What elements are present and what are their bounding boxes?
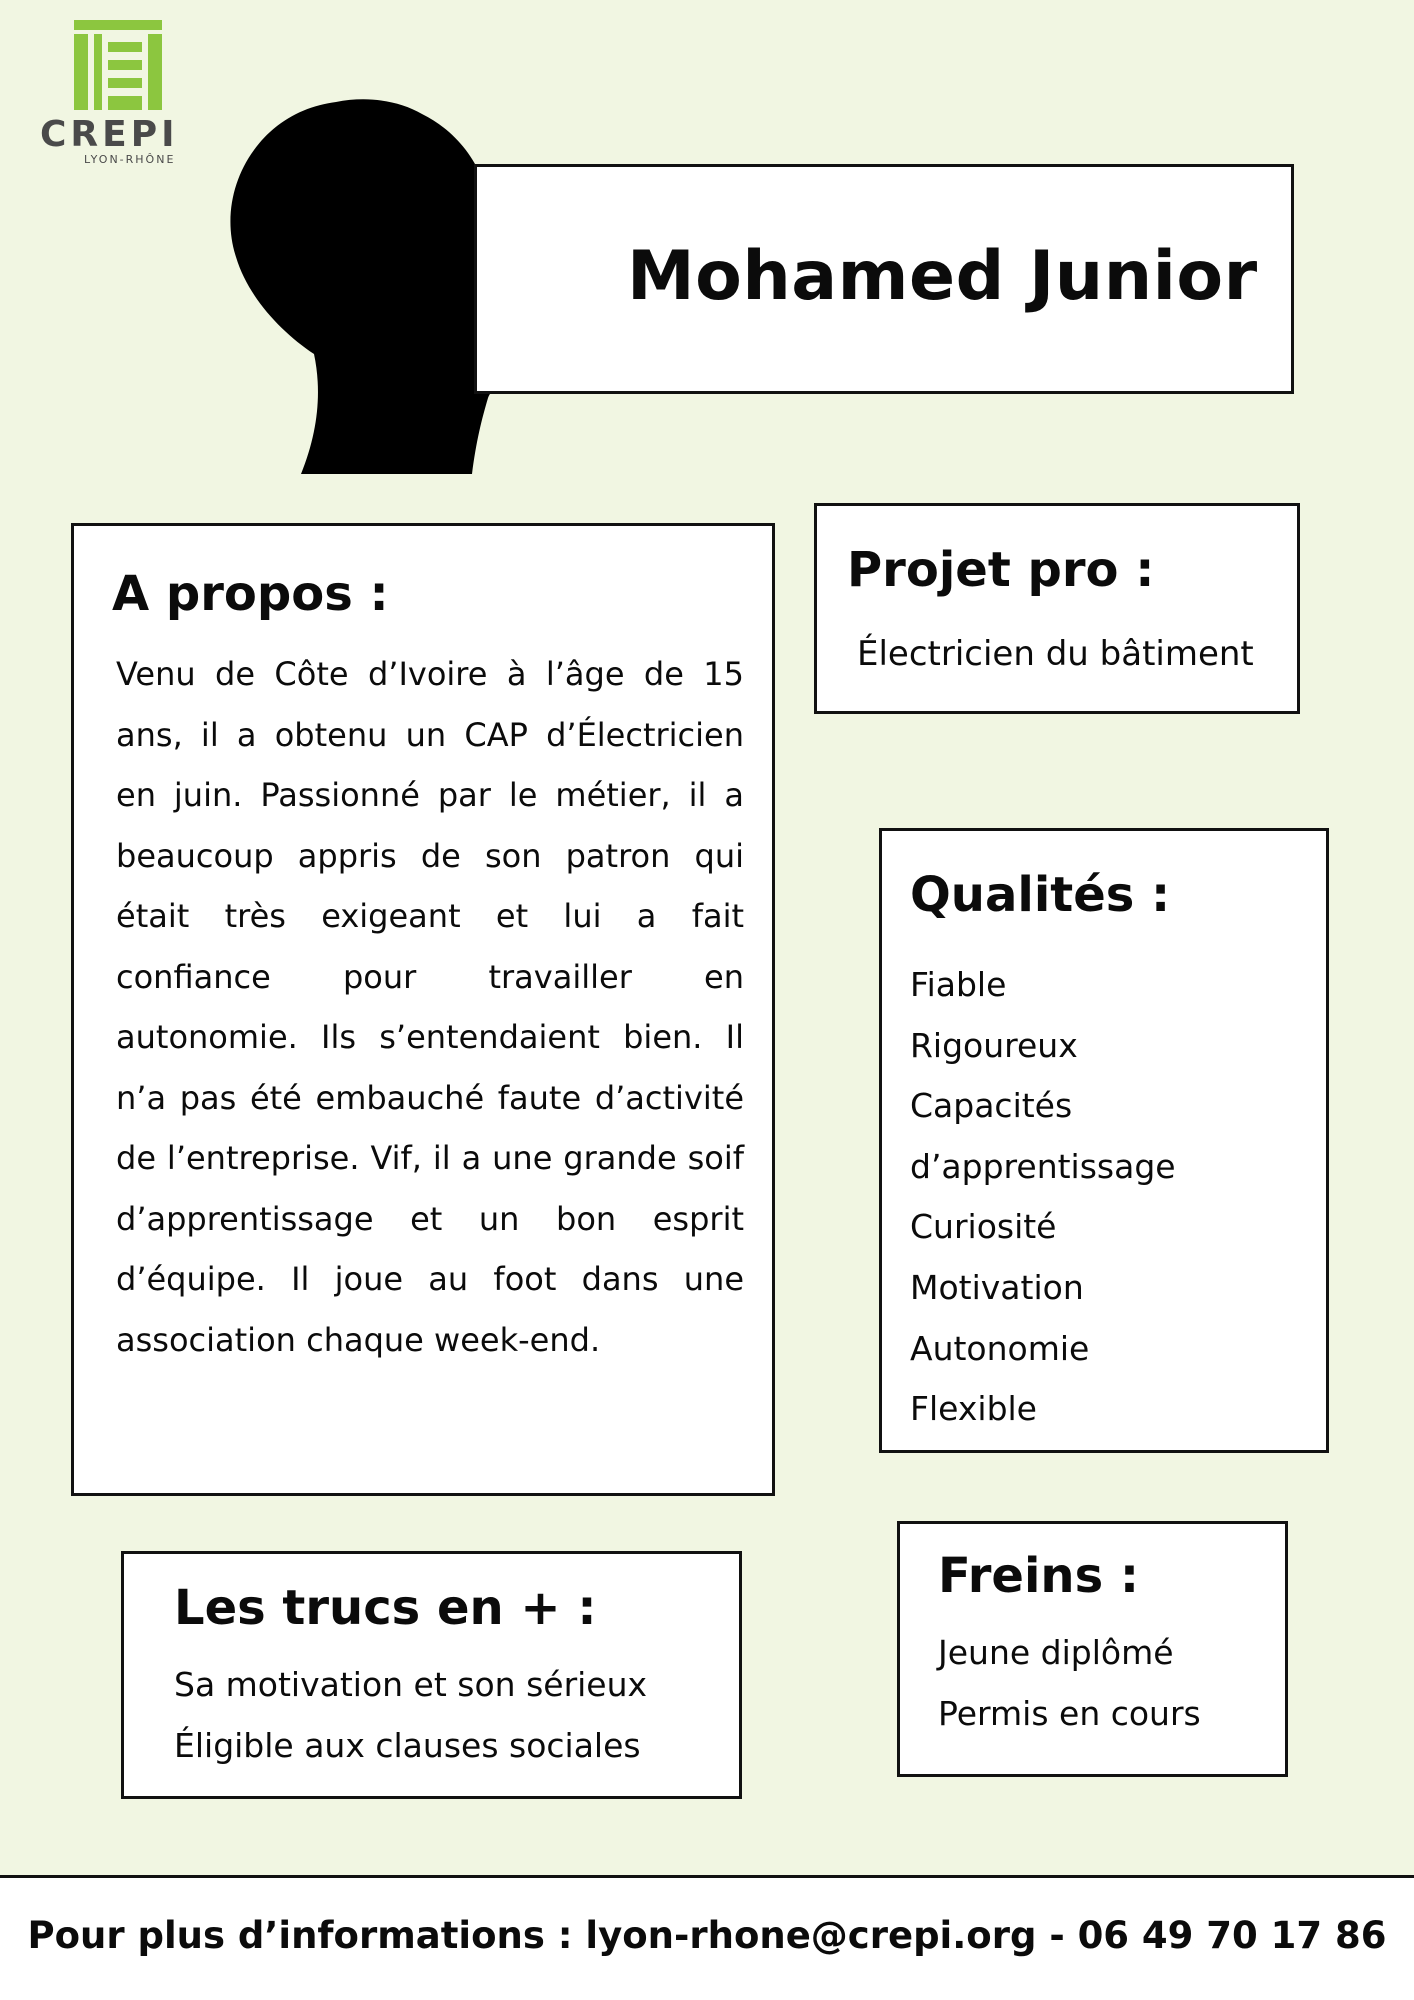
list-item: Jeune diplômé [938,1633,1174,1672]
footer-contact[interactable]: Pour plus d’informations : lyon-rhone@crepi.org - 06 49 70 17 86 [27,1914,1387,1957]
list-item: Flexible [910,1389,1037,1429]
list-item: d’apprentissage [910,1146,1176,1186]
crepi-logo-mark-icon [74,20,162,110]
projet-title: Projet pro : [847,542,1155,598]
qualites-title: Qualités : [910,867,1171,923]
projet-card [814,503,1300,714]
logo-subtitle: LYON-RHÔNE [84,153,176,166]
freins-title: Freins : [938,1548,1140,1604]
trucs-card [121,1551,742,1799]
profile-name: Mohamed Junior [627,237,1258,316]
about-title: A propos : [112,566,389,622]
name-card [474,164,1294,394]
list-item: Capacités [910,1086,1073,1126]
list-item: Sa motivation et son sérieux [174,1665,648,1704]
list-item: Fiable [910,965,1007,1004]
list-item: Motivation [910,1267,1084,1307]
freins-list [938,1622,1201,1744]
about-text: Venu de Côte d’Ivoire à l’âge de 15 ans, il a obtenu un CAP d’Électricien en juin. Passionné par le métier, il a beaucoup appris de son patron qui était très exigeant et lui a fait confiance pour travailler en autonomie. Ils s’entendaient bien. Il n’a pas été embauché faute d’activité de l’entreprise. Vif, il a une grande soif d’apprentissage et un bon esprit d’équipe. Il joue au foot dans une association chaque week-end. [116,655,744,1359]
list-item: Curiosité [910,1207,1057,1247]
qualites-list [910,955,1176,1440]
list-item: Permis en cours [938,1694,1201,1733]
trucs-list [174,1654,647,1776]
crepi-logo [40,20,210,166]
qualites-card [879,828,1329,1453]
about-card [71,523,775,1496]
freins-card [897,1521,1288,1777]
list-item: Rigoureux [910,1025,1078,1065]
list-item: Éligible aux clauses sociales [174,1726,641,1765]
footer [0,1878,1414,2000]
trucs-title: Les trucs en + : [174,1580,597,1636]
projet-value: Électricien du bâtiment [857,634,1254,674]
list-item: Autonomie [910,1328,1090,1368]
logo-name: CREPI [40,114,179,155]
